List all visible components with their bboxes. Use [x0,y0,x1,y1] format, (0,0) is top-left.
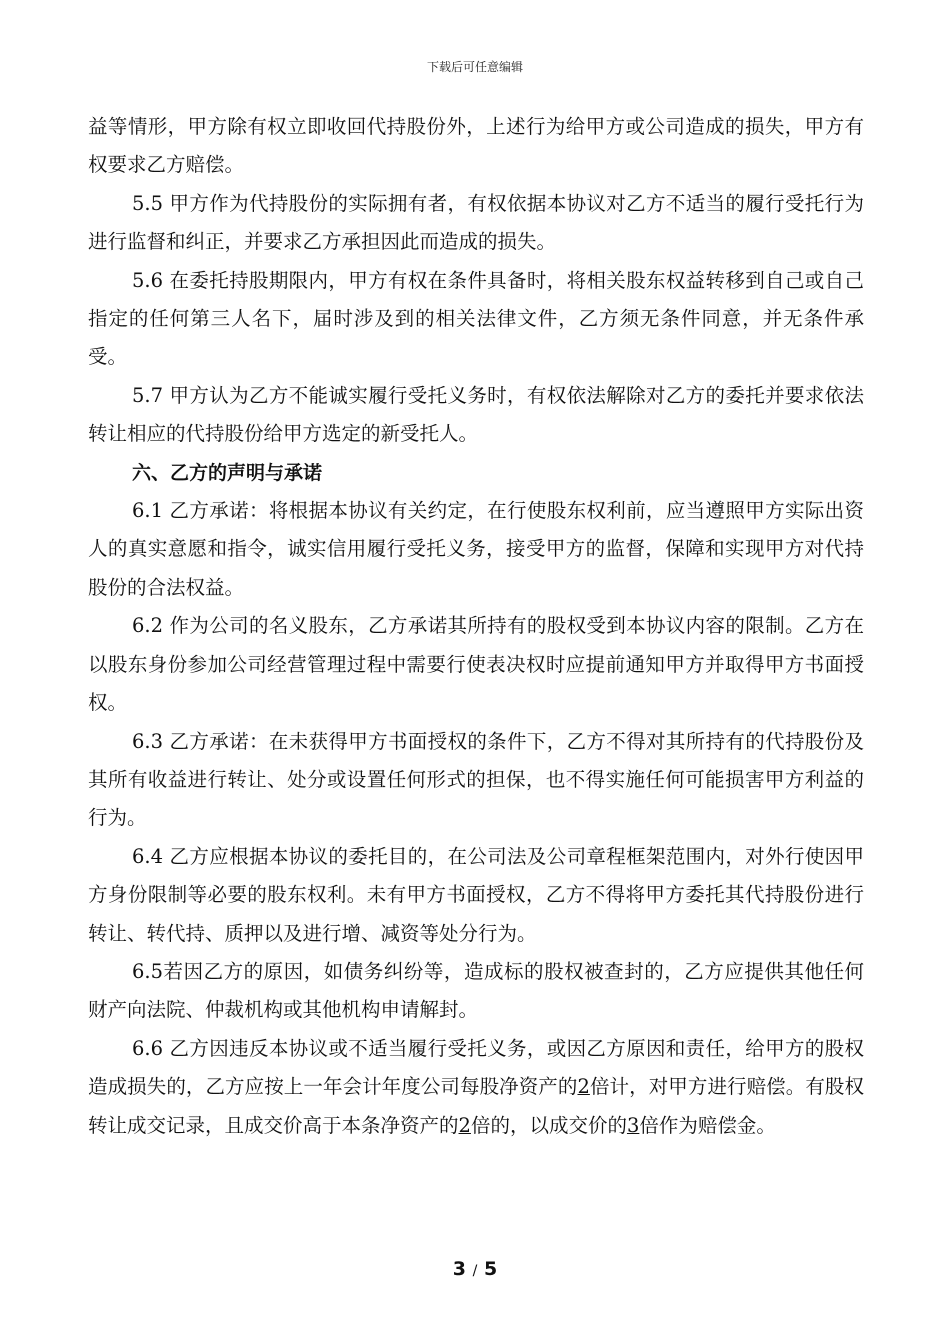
page-current: 3 [452,1258,467,1280]
page-number [0,1258,950,1280]
clause-6-3: 6.3 乙方承诺：在未获得甲方书面授权的条件下，乙方不得对其所持有的代持股份及其所有收益进行转让、处分或设置任何形式的担保，也不得实施任何可能损害甲方利益的行为。 [88,729,864,830]
clause-6-2: 6.2 作为公司的名义股东，乙方承诺其所持有的股权受到本协议内容的限制。乙方在以股东身份参加公司经营管理过程中需要行使表决权时应提前通知甲方并取得甲方书面授权。 [88,614,864,715]
clause-6-6-text-4: 倍作为赔偿金。 [639,1113,776,1137]
clause-6-6-text-2: 倍计，对甲方进行赔偿。有股权转让成交记录，且成交价高于本条净资产的 [88,1075,864,1137]
clause-6-5: 6.5若因乙方的原因，如债务纠纷等，造成标的股权被查封的，乙方应提供其他任何财产向法院、仲裁机构或其他机构申请解封。 [88,959,864,1022]
clause-6-6-text-3: 倍的，以成交价的 [470,1113,627,1137]
clause-6-6 [88,1030,864,1145]
page-separator: / [472,1263,478,1279]
section-heading-6: 六、乙方的声明与承诺 [132,461,323,484]
clause-6-6-text-1: 6.6 乙方因违反本协议或不适当履行受托义务，或因乙方原因和责任，给甲方的股权造成损失的，乙方应按上一年会计年度公司每股净资产的 [88,1036,864,1099]
clause-6-4: 6.4 乙方应根据本协议的委托目的，在公司法及公司章程框架范围内，对外行使因甲方身份限制等必要的股东权利。未有甲方书面授权，乙方不得将甲方委托其代持股份进行转让、转代持、质押以及进行增、减资等处分行为。 [88,844,864,945]
page-header: 下载后可任意编辑 [426,60,523,74]
multiplier-2: 2 [458,1113,471,1137]
clause-6-1: 6.1 乙方承诺：将根据本协议有关约定，在行使股东权利前，应当遵照甲方实际出资人的真实意愿和指令，诚实信用履行受托义务，接受甲方的监督，保障和实现甲方对代持股份的合法权益。 [88,499,864,599]
multiplier-3: 3 [626,1113,640,1137]
multiplier-1: 2 [577,1075,590,1099]
paragraph-continuation: 益等情形，甲方除有权立即收回代持股份外，上述行为给甲方或公司造成的损失，甲方有权要求乙方赔偿。 [88,115,864,177]
clause-5-6: 5.6 在委托持股期限内，甲方有权在条件具备时，将相关股东权益转移到自己或自己指定的任何第三人名下，届时涉及到的相关法律文件，乙方须无条件同意，并无条件承受。 [88,268,864,369]
clause-5-5: 5.5 甲方作为代持股份的实际拥有者，有权依据本协议对乙方不适当的履行受托行为进行监督和纠正，并要求乙方承担因此而造成的损失。 [88,191,864,254]
clause-5-7: 5.7 甲方认为乙方不能诚实履行受托义务时，有权依法解除对乙方的委托并要求依法转让相应的代持股份给甲方选定的新受托人。 [88,383,864,446]
page-total: 5 [483,1258,498,1280]
document-body [88,108,864,1145]
